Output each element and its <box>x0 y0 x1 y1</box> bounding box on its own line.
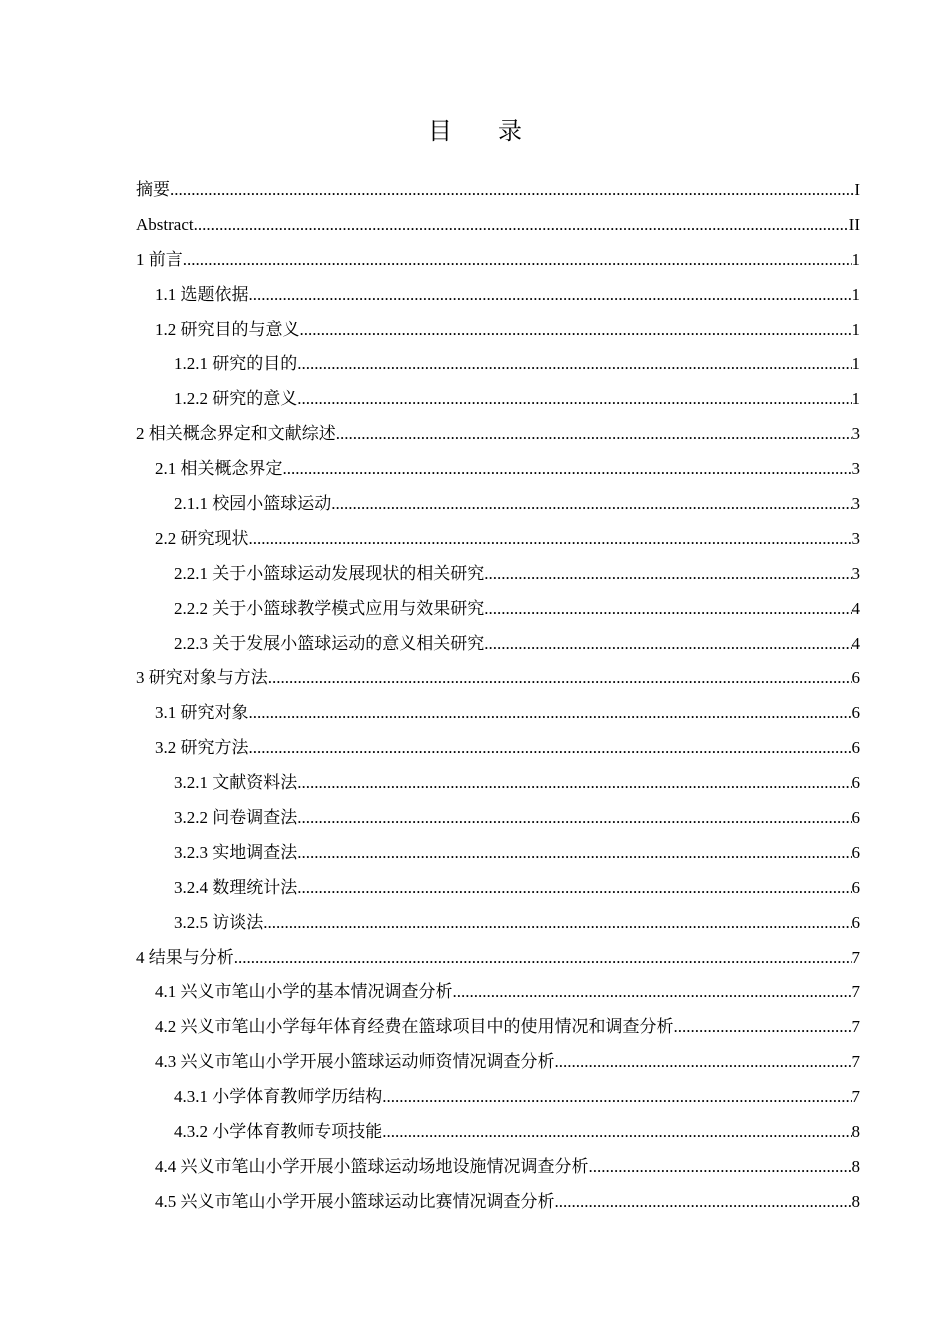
toc-dot-leader <box>453 975 852 1010</box>
toc-dot-leader <box>297 836 851 871</box>
toc-dot-leader <box>297 766 851 801</box>
toc-entry[interactable] <box>136 243 860 278</box>
toc-entry-page: 1 <box>851 389 860 409</box>
toc-entry[interactable] <box>136 1115 860 1150</box>
toc-entry[interactable] <box>136 975 860 1010</box>
toc-entry-title: 3.2.1 文献资料法 <box>174 773 298 793</box>
toc-entry-page: 4 <box>851 633 860 653</box>
toc-entry-page: 1 <box>851 319 860 339</box>
toc-entry[interactable] <box>136 173 860 208</box>
toc-entry-title: 4.1 兴义市笔山小学的基本情况调查分析 <box>155 982 453 1002</box>
toc-entry[interactable] <box>136 661 860 696</box>
toc-entry-title: 4.2 兴义市笔山小学每年体育经费在篮球项目中的使用情况和调查分析 <box>155 1017 674 1037</box>
toc-dot-leader <box>283 452 852 487</box>
toc-entry[interactable] <box>136 731 860 766</box>
toc-entry-title: 1.2.1 研究的目的 <box>174 354 298 374</box>
toc-entry[interactable] <box>136 1045 860 1080</box>
toc-entry-page: 6 <box>851 703 860 723</box>
toc-entry-title: 4.4 兴义市笔山小学开展小篮球运动场地设施情况调查分析 <box>155 1156 589 1176</box>
table-of-contents <box>136 173 860 1220</box>
toc-entry[interactable] <box>136 557 860 592</box>
toc-entry-title: 3.2.4 数理统计法 <box>174 877 298 897</box>
toc-entry-page: 8 <box>851 1122 860 1142</box>
toc-entry[interactable] <box>136 452 860 487</box>
toc-entry-title: 2.1 相关概念界定 <box>155 459 283 479</box>
toc-dot-leader <box>297 347 851 382</box>
toc-entry-title: 1 前言 <box>136 249 183 269</box>
toc-entry-title: 4.3.1 小学体育教师学历结构 <box>174 1087 383 1107</box>
toc-dot-leader <box>249 731 852 766</box>
toc-entry-page: II <box>848 214 860 234</box>
toc-entry-page: 7 <box>851 947 860 967</box>
toc-dot-leader <box>183 243 852 278</box>
toc-entry[interactable] <box>136 941 860 976</box>
toc-entry[interactable] <box>136 347 860 382</box>
toc-entry-page: 1 <box>851 284 860 304</box>
toc-entry-title: 1.2 研究目的与意义 <box>155 319 300 339</box>
toc-entry-title: 3.2.3 实地调查法 <box>174 842 298 862</box>
toc-dot-leader <box>297 382 851 417</box>
toc-entry-page: 6 <box>851 842 860 862</box>
toc-entry-page: I <box>854 180 860 199</box>
toc-entry[interactable] <box>136 592 860 627</box>
toc-dot-leader <box>297 871 851 906</box>
toc-entry-page: 6 <box>851 877 860 897</box>
toc-entry-title: 2.2.3 关于发展小篮球运动的意义相关研究 <box>174 633 485 653</box>
toc-entry-title: 3.2.5 访谈法 <box>174 912 264 932</box>
toc-entry-page: 7 <box>851 1087 860 1107</box>
toc-entry-page: 6 <box>851 668 860 688</box>
toc-entry[interactable] <box>136 313 860 348</box>
toc-entry-title: 3.1 研究对象 <box>155 703 249 723</box>
toc-entry[interactable] <box>136 1185 860 1220</box>
toc-entry-page: 7 <box>851 1017 860 1037</box>
toc-entry[interactable] <box>136 766 860 801</box>
toc-entry-title: 1.1 选题依据 <box>155 284 249 304</box>
toc-dot-leader <box>589 1150 852 1185</box>
toc-entry-page: 8 <box>851 1156 860 1176</box>
toc-entry-title: 2.2 研究现状 <box>155 528 249 548</box>
toc-dot-leader <box>484 627 851 662</box>
toc-entry[interactable] <box>136 696 860 731</box>
toc-dot-leader <box>249 278 852 313</box>
toc-entry-title: 3.2.2 问卷调查法 <box>174 808 298 828</box>
toc-dot-leader <box>484 557 851 592</box>
toc-dot-leader <box>336 417 852 452</box>
toc-entry-page: 3 <box>851 424 860 444</box>
toc-entry-title: Abstract <box>136 214 194 234</box>
toc-entry-page: 4 <box>851 598 860 618</box>
toc-entry-page: 7 <box>851 1052 860 1072</box>
toc-entry[interactable] <box>136 278 860 313</box>
toc-entry-page: 3 <box>851 459 860 479</box>
toc-dot-leader <box>234 941 852 976</box>
toc-dot-leader <box>268 661 852 696</box>
toc-entry[interactable] <box>136 1150 860 1185</box>
toc-dot-leader <box>300 313 852 348</box>
toc-dot-leader <box>555 1185 852 1220</box>
toc-dot-leader <box>170 173 854 208</box>
toc-entry-page: 6 <box>851 738 860 758</box>
page-title: 目 录 <box>428 119 542 145</box>
toc-entry[interactable] <box>136 836 860 871</box>
toc-entry[interactable] <box>136 871 860 906</box>
toc-dot-leader <box>249 696 852 731</box>
toc-entry-page: 6 <box>851 912 860 932</box>
toc-entry-title: 4.3 兴义市笔山小学开展小篮球运动师资情况调查分析 <box>155 1052 555 1072</box>
toc-entry-title: 3 研究对象与方法 <box>136 668 268 688</box>
toc-dot-leader <box>297 801 851 836</box>
toc-entry-title: 摘要 <box>136 180 170 199</box>
toc-dot-leader <box>263 906 851 941</box>
toc-entry-title: 4.3.2 小学体育教师专项技能 <box>174 1122 383 1142</box>
toc-dot-leader <box>331 487 851 522</box>
toc-entry[interactable] <box>136 487 860 522</box>
toc-entry[interactable] <box>136 522 860 557</box>
toc-entry[interactable] <box>136 208 860 243</box>
toc-entry-title: 2.2.2 关于小篮球教学模式应用与效果研究 <box>174 598 485 618</box>
toc-entry[interactable] <box>136 417 860 452</box>
toc-dot-leader <box>194 208 849 243</box>
toc-dot-leader <box>484 592 851 627</box>
toc-dot-leader <box>674 1010 852 1045</box>
toc-entry[interactable] <box>136 1080 860 1115</box>
toc-dot-leader <box>249 522 852 557</box>
toc-dot-leader <box>382 1115 851 1150</box>
toc-entry-page: 7 <box>851 982 860 1002</box>
toc-entry-page: 6 <box>851 773 860 793</box>
toc-entry[interactable] <box>136 627 860 662</box>
toc-entry-title: 2.1.1 校园小篮球运动 <box>174 494 332 514</box>
toc-entry-title: 2.2.1 关于小篮球运动发展现状的相关研究 <box>174 563 485 583</box>
toc-dot-leader <box>555 1045 852 1080</box>
toc-entry-page: 1 <box>851 354 860 374</box>
toc-entry-page: 3 <box>851 563 860 583</box>
toc-entry[interactable] <box>136 382 860 417</box>
toc-entry-page: 1 <box>851 249 860 269</box>
toc-entry-page: 6 <box>851 808 860 828</box>
toc-entry-title: 3.2 研究方法 <box>155 738 249 758</box>
toc-entry[interactable] <box>136 1010 860 1045</box>
toc-entry[interactable] <box>136 801 860 836</box>
toc-entry-title: 4 结果与分析 <box>136 947 234 967</box>
toc-entry-page: 8 <box>851 1191 860 1211</box>
toc-entry-title: 1.2.2 研究的意义 <box>174 389 298 409</box>
toc-entry-title: 4.5 兴义市笔山小学开展小篮球运动比赛情况调查分析 <box>155 1191 555 1211</box>
toc-entry-title: 2 相关概念界定和文献综述 <box>136 424 336 444</box>
toc-dot-leader <box>382 1080 851 1115</box>
toc-entry-page: 3 <box>851 494 860 514</box>
toc-entry[interactable] <box>136 906 860 941</box>
toc-entry-page: 3 <box>851 528 860 548</box>
